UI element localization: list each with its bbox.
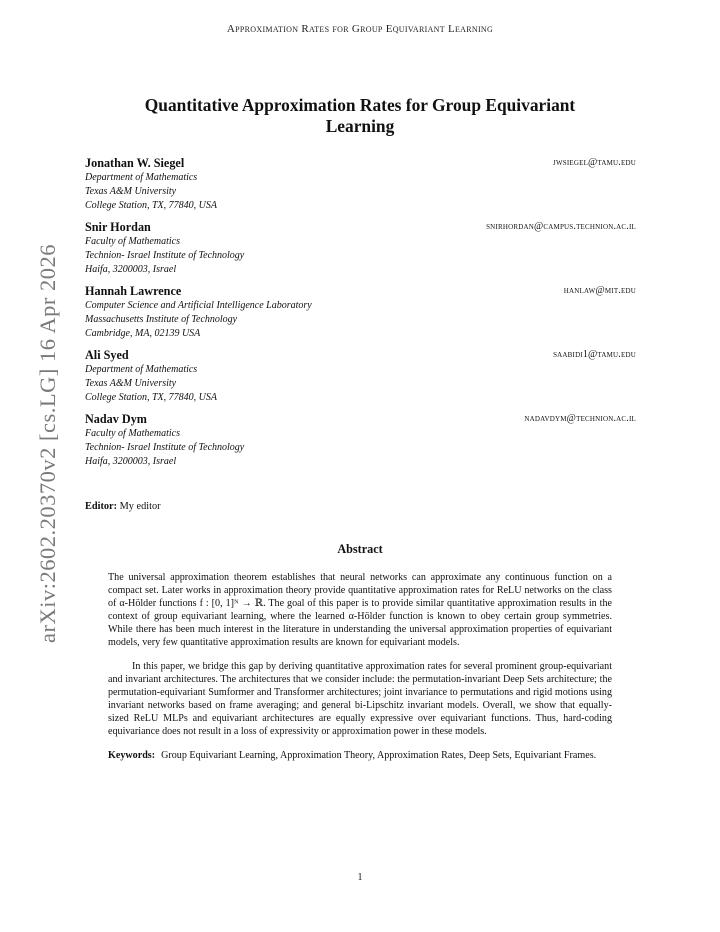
author-name: Ali Syed [85,348,129,362]
affiliation-line: Department of Mathematics [85,364,198,375]
keywords [108,750,612,763]
affiliation-line: Massachusetts Institute of Technology [85,314,238,325]
author-email[interactable]: saabidi1@tamu.edu [553,349,636,360]
editor-value: My editor [119,501,161,512]
affiliation-line: Technion- Israel Institute of Technology [85,442,245,453]
abstract-body [108,572,612,763]
affiliation-line: Computer Science and Artificial Intelligence Laboratory [85,300,312,311]
author-block [85,156,636,476]
author-entry [85,156,636,213]
author-email[interactable]: snirhordan@campus.technion.ac.il [486,221,636,232]
author-entry [85,412,636,469]
affiliation-line: Faculty of Mathematics [85,428,180,439]
page-number: 1 [357,872,363,883]
author-email[interactable]: nadavdym@technion.ac.il [524,413,636,424]
author-name: Hannah Lawrence [85,284,182,298]
editor-line [85,501,161,512]
author-entry [85,284,636,341]
affiliation-line: College Station, TX, 77840, USA [85,200,217,211]
editor-label: Editor: [85,501,118,512]
affiliation-line: Technion- Israel Institute of Technology [85,250,245,261]
affiliation-line: Texas A&M University [85,378,177,389]
abstract-heading: Abstract [337,542,383,556]
affiliation-line: Cambridge, MA, 02139 USA [85,328,201,339]
keywords-text: Group Equivariant Learning, Approximation Theory, Approximation Rates, Deep Sets, Equivariant Frames. [161,749,597,761]
affiliation-line: Faculty of Mathematics [85,236,180,247]
author-entry [85,220,636,277]
author-name: Snir Hordan [85,220,151,234]
author-name: Jonathan W. Siegel [85,156,185,170]
author-entry [85,348,636,405]
author-name: Nadav Dym [85,412,147,426]
affiliation-line: Texas A&M University [85,186,177,197]
keywords-label: Keywords: [108,749,156,761]
affiliation-line: Haifa, 3200003, Israel [85,264,177,275]
abstract-paragraph: The universal approximation theorem establishes that neural networks can approximate any continuous function on a compact set. Later works in approximation theory provide quantitative approximation rates for ReLU networks on the class of α-Hölder functions f : [0, 1]ᴺ → ℝ. The goal of this paper is to provide similar quantitative approximation results in the context of group equivariant learning, where the learned α-Hölder function is known to obey certain group symmetries. While there has been much interest in the literature in understanding the universal approximation properties of equivariant models, very few quantitative approximation results are known for equivariant models. [108,572,612,648]
paper-title: Quantitative Approximation Rates for Group Equivariant Learning [144,95,576,136]
abstract-paragraph: In this paper, we bridge this gap by deriving quantitative approximation rates for several prominent group-equivariant and invariant architectures. The architectures that we consider include: the permutation-invariant Deep Sets architecture; the permutation-equivariant Sumformer and Transformer architectures; joint invariance to permutations and rigid motions using invariant networks based on frame averaging; and general bi-Lipschitz invariant models. Overall, we show that equally-sized ReLU MLPs and equivariant architectures are equally expressive over equivariant functions. Thus, hard-coding equivariance does not result in a loss of expressivity or approximation power in these models. [108,661,612,737]
running-head: Approximation Rates for Group Equivariant Learning [226,23,494,35]
author-email[interactable]: jwsiegel@tamu.edu [553,157,636,168]
author-email[interactable]: hanlaw@mit.edu [563,285,636,296]
affiliation-line: Department of Mathematics [85,172,198,183]
arxiv-stamp: arXiv:2602.20370v2 [cs.LG] 16 Apr 2026 [35,244,60,643]
affiliation-line: College Station, TX, 77840, USA [85,392,217,403]
affiliation-line: Haifa, 3200003, Israel [85,456,177,467]
